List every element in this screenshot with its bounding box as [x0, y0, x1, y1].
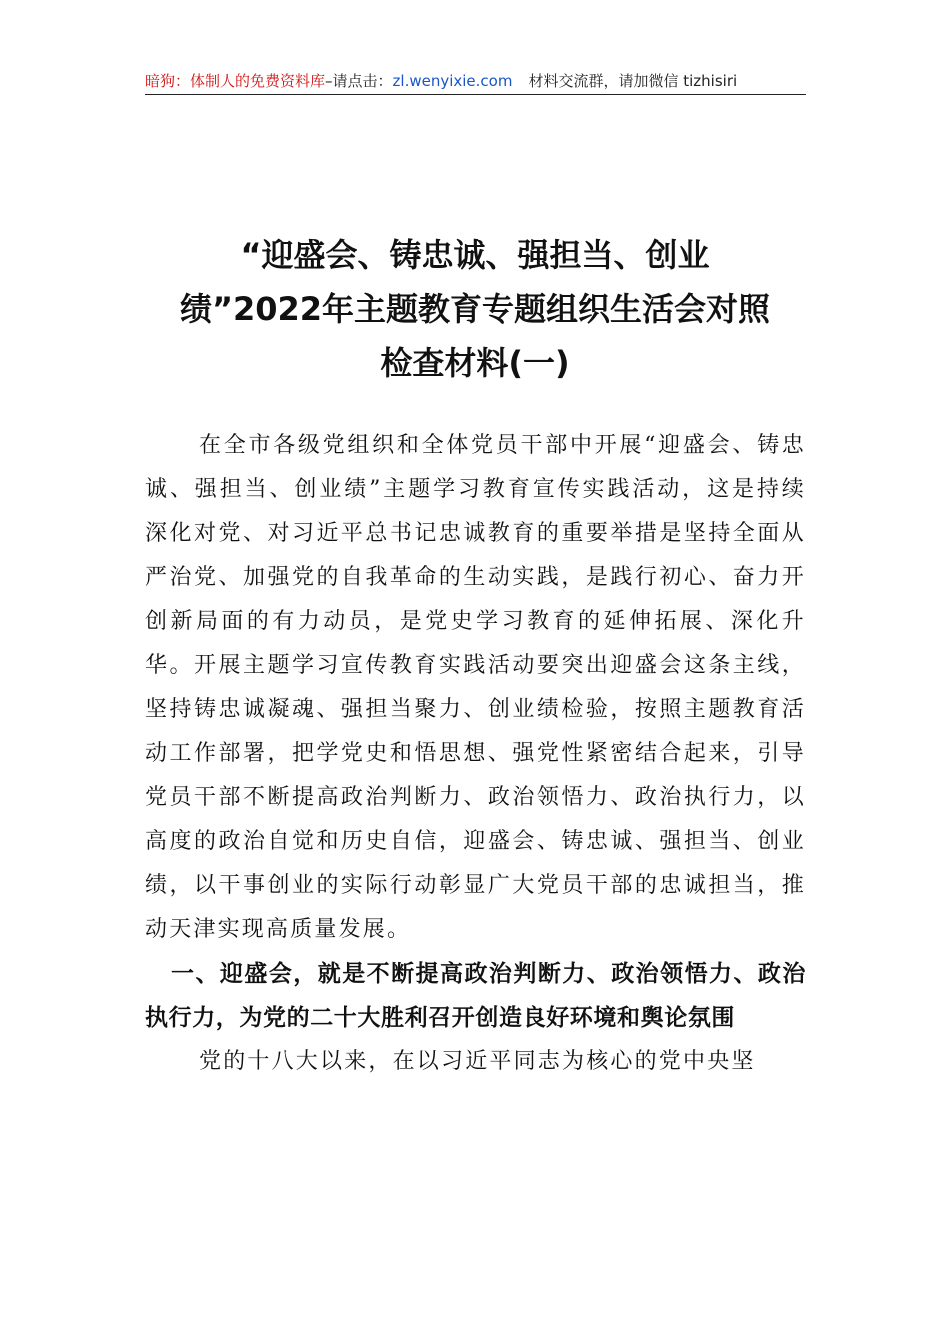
- section-heading-1: 一、迎盛会，就是不断提高政治判断力、政治领悟力、政治执行力，为党的二十大胜利召开创造良好环境和舆论氛围: [145, 961, 806, 1031]
- header-contact-text: 材料交流群，请加微信 tizhisiri: [528, 72, 738, 90]
- page-header: [145, 68, 806, 95]
- document-title: [120, 228, 830, 390]
- header-url-link[interactable]: zl.wenyixie.com: [392, 72, 513, 90]
- title-line-2: 绩”2022年主题教育专题组织生活会对照: [179, 290, 771, 328]
- body-paragraph-intro: 在全市各级党组织和全体党员干部中开展“迎盛会、铸忠诚、强担当、创业绩”主题学习教育宣传实践活动，这是持续深化对党、对习近平总书记忠诚教育的重要举措是坚持全面从严治党、加强党的自我革命的生动实践，是践行初心、奋力开创新局面的有力动员，是党史学习教育的延伸拓展、深化升华。开展主题学习宣传教育实践活动要突出迎盛会这条主线，坚持铸忠诚凝魂、强担当聚力、创业绩检验，按照主题教育活动工作部署，把学党史和悟思想、强党性紧密结合起来，引导党员干部不断提高政治判断力、政治领悟力、政治执行力，以高度的政治自觉和历史自信，迎盛会、铸忠诚、强担当、创业绩，以干事创业的实际行动彰显广大党员干部的忠诚担当，推动天津实现高质量发展。: [145, 433, 806, 942]
- document-body: [145, 424, 806, 1084]
- title-line-1: “迎盛会、铸忠诚、强担当、创业: [240, 236, 710, 274]
- header-prompt-text: –请点击：: [325, 72, 393, 90]
- title-line-3: 检查材料(一): [380, 344, 570, 382]
- body-paragraph-section-1: 党的十八大以来，在以习近平同志为核心的党中央坚: [199, 1049, 756, 1074]
- header-brand-text: 暗狗：体制人的免费资料库: [145, 72, 326, 90]
